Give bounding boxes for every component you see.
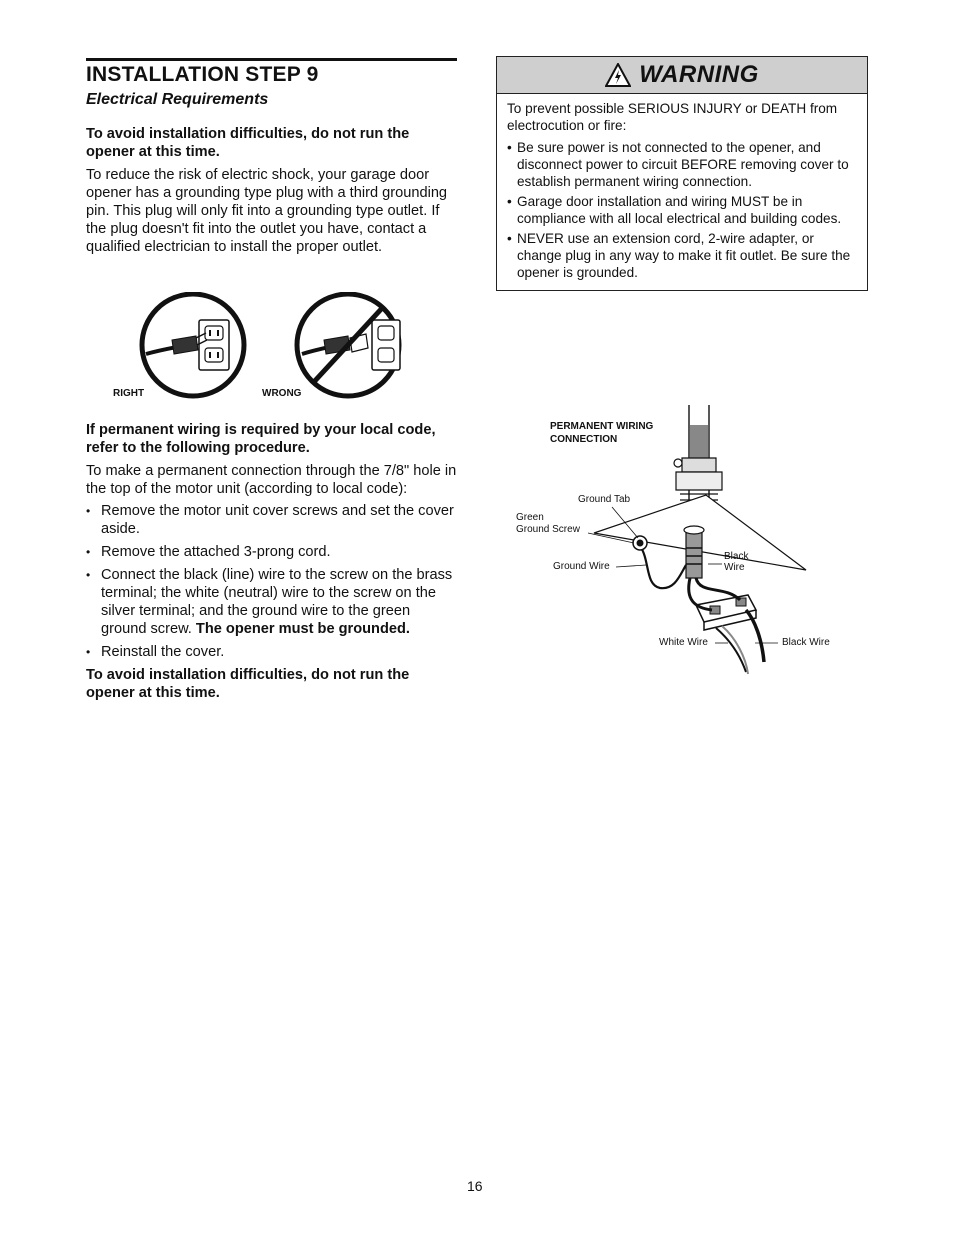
permanent-wiring-intro: To make a permanent connection through the 7/8" hole in the top of the motor unit (according to local code): [86,463,457,497]
list-item: • Garage door installation and wiring MUST be in compliance with all local electrical and building codes. [507,193,857,227]
list-item: • NEVER use an extension cord, 2-wire adapter, or change plug in any way to make it fit outlet. Be sure the opener is grounded. [507,230,857,281]
ground-tab-label: Ground Tab [578,494,631,505]
grounding-paragraph: To reduce the risk of electric shock, your garage door opener has a grounding type plug with a third grounding pin. This plug will only fit into a grounding type outlet. If the plug doesn't fit into the outlet you have, contact a qualified electrician to install the proper outlet. [86,167,448,255]
ground-wire-label: Ground Wire [553,561,610,572]
permanent-wiring-note: If permanent wiring is required by your local code, refer to the following procedure. [86,422,436,456]
grounded-emphasis: The opener must be grounded. [195,621,410,637]
plug-figures [110,292,410,404]
page-subtitle: Electrical Requirements [86,91,269,108]
black-wire-upper-label: Black Wire [724,551,749,573]
warning-intro: To prevent possible SERIOUS INJURY or DEATH from electrocution or fire: [507,101,838,133]
page-title: INSTALLATION STEP 9 [86,63,319,86]
list-item: • Be sure power is not connected to the opener, and disconnect power to circuit BEFORE removing cover to establish permanent wiring connection. [507,139,857,190]
caution-note-bottom: To avoid installation difficulties, do not run the opener at this time. [86,667,410,701]
right-label: RIGHT [113,388,145,399]
right-plug-figure [142,294,244,396]
intro-text [86,125,458,256]
warning-title: WARNING [639,61,759,88]
black-wire-label: Black Wire [782,637,830,648]
warning-list [507,139,857,281]
caution-note-top: To avoid installation difficulties, do not run the opener at this time. [86,126,410,160]
permanent-wiring-text [86,421,458,702]
white-wire-label: White Wire [659,637,708,648]
warning-header [497,57,867,94]
warning-box [496,56,868,291]
list-item: • Reinstall the cover. [86,643,458,661]
list-item: • Remove the motor unit cover screws and set the cover aside. [86,502,458,538]
electric-hazard-icon [605,63,631,87]
wiring-steps-list [86,502,458,661]
page-number: 16 [467,1178,483,1194]
warning-body [497,94,867,281]
list-item: • Connect the black (line) wire to the screw on the brass terminal; the white (neutral) wire to the screw on the silver terminal; and the ground wire to the green ground screw. The opener must be grounded. [86,566,458,638]
green-ground-screw-label: Green Ground Screw [516,512,580,535]
wrong-label: WRONG [262,388,302,399]
wrong-plug-figure [297,294,400,396]
title-rule [86,58,457,61]
diagram-title: PERMANENT WIRING CONNECTION [550,421,654,445]
list-item: • Remove the attached 3-prong cord. [86,543,458,561]
